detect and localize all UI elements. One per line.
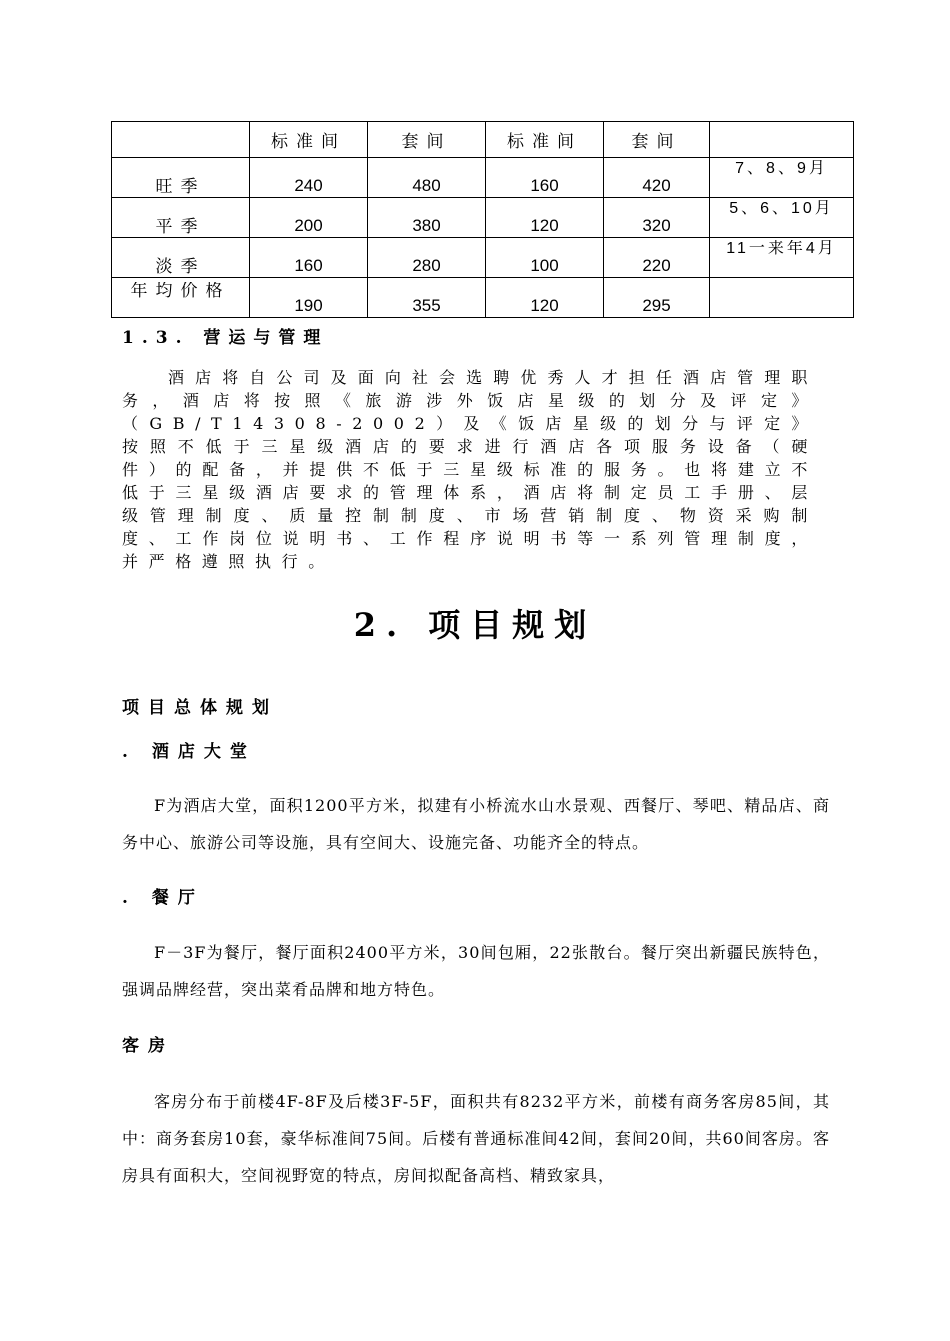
table-row [112, 158, 854, 198]
table-header-row [112, 122, 854, 158]
header-cell: 套间 [368, 122, 486, 158]
header-cell [112, 122, 250, 158]
season-label: 平季 [112, 198, 250, 238]
price-cell: 160 [486, 158, 604, 198]
rooms-paragraph: 客房分布于前楼4F-8F及后楼3F-5F，面积共有8232平方米，前楼有商务客房85间，其中：商务套房10套，豪华标准间75间。后楼有普通标准间42间，套间20间，共60间客房。客房具有面积大，空间视野宽的特点，房间拟配备高档、精致家具， [122, 1092, 830, 1185]
season-months [710, 238, 854, 278]
season-months-text: 11一来年4月 [726, 240, 837, 257]
price-cell: 220 [604, 238, 710, 278]
restaurant-heading: . 餐厅 [122, 888, 204, 908]
lobby-heading: . 酒店大堂 [122, 742, 256, 762]
season-label [112, 278, 250, 318]
operations-paragraph: 酒店将自公司及面向社会选聘优秀人才担任酒店管理职务，酒店将按照《旅游涉外饭店星级的划分及评定》（GB/T14308-2002）及《饭店星级的划分与评定》按照不低于三星级酒店的要求进行酒店各项服务设备（硬件）的配备，并提供不低于三星级标准的服务。也将建立不低于三星级酒店要求的管理体系，酒店将制定员工手册、层级管理制度、质量控制制度、市场营销制度、物资采购制度、工作岗位说明书、工作程序说明书等一系列管理制度，并严格遵照执行。 [122, 368, 818, 571]
price-cell: 240 [250, 158, 368, 198]
price-cell: 120 [486, 278, 604, 318]
season-label: 旺季 [112, 158, 250, 198]
header-cell: 标准间 [250, 122, 368, 158]
season-label: 淡季 [112, 238, 250, 278]
price-cell: 200 [250, 198, 368, 238]
price-cell: 100 [486, 238, 604, 278]
price-cell: 355 [368, 278, 486, 318]
price-cell: 295 [604, 278, 710, 318]
rooms-heading: 客房 [122, 1036, 174, 1056]
chapter-title: 2. 项目规划 [353, 606, 597, 644]
price-cell: 320 [604, 198, 710, 238]
lobby-paragraph: F为酒店大堂，面积1200平方米，拟建有小桥流水山水景观、西餐厅、琴吧、精品店、商务中心、旅游公司等设施，具有空间大、设施完备、功能齐全的特点。 [122, 796, 830, 852]
season-months-text: 5、6、10月 [729, 200, 834, 217]
price-cell: 280 [368, 238, 486, 278]
table-row [112, 278, 854, 318]
price-cell: 480 [368, 158, 486, 198]
subsection-heading: 项目总体规划 [122, 698, 278, 718]
section-heading: 1.3. 营运与管理 [122, 328, 329, 348]
price-cell: 190 [250, 278, 368, 318]
table-row [112, 198, 854, 238]
table-row [112, 238, 854, 278]
season-months-text: 7、8、9月 [735, 160, 828, 177]
season-months [710, 278, 854, 318]
restaurant-paragraph: F－3F为餐厅，餐厅面积2400平方米，30间包厢，22张散台。餐厅突出新疆民族特色，强调品牌经营，突出菜肴品牌和地方特色。 [122, 943, 830, 999]
header-cell: 套间 [604, 122, 710, 158]
header-cell: 标准间 [486, 122, 604, 158]
season-label-text: 年均价格 [130, 282, 231, 301]
price-table [111, 121, 854, 318]
price-cell: 160 [250, 238, 368, 278]
header-cell [710, 122, 854, 158]
season-months [710, 158, 854, 198]
price-cell: 380 [368, 198, 486, 238]
price-cell: 120 [486, 198, 604, 238]
season-months [710, 198, 854, 238]
price-cell: 420 [604, 158, 710, 198]
